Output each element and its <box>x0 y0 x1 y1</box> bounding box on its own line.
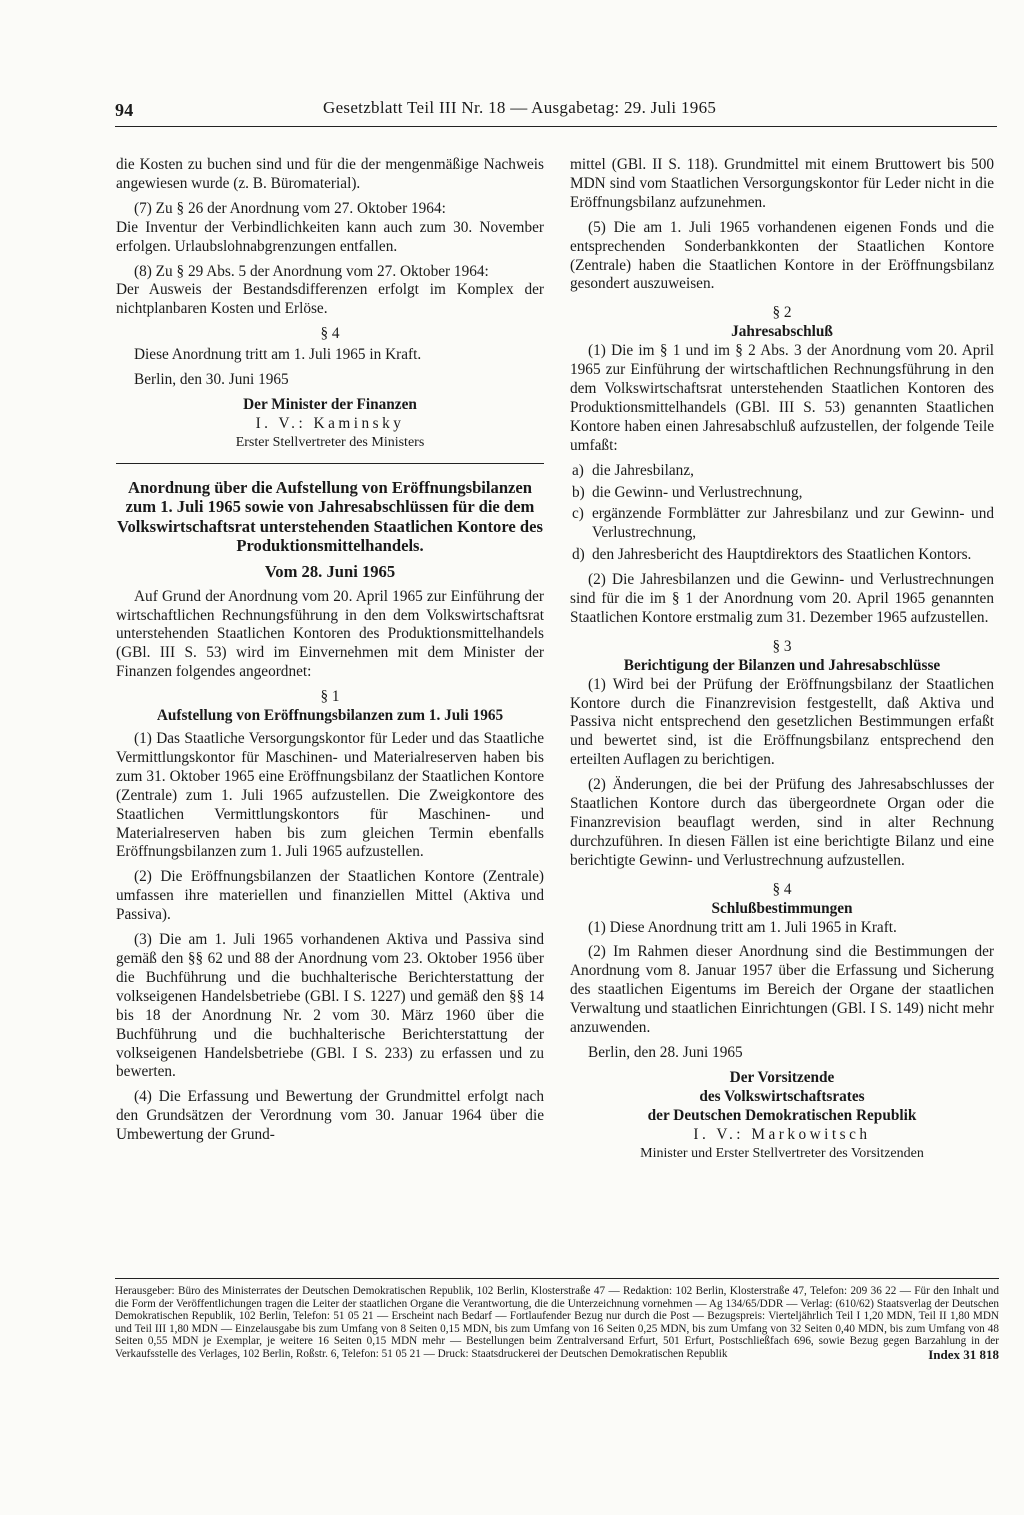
paragraph-heading: (8) Zu § 29 Abs. 5 der Anordnung vom 27. Oktober 1964: <box>134 262 489 280</box>
paragraph: (1) Die im § 1 und im § 2 Abs. 3 der Anordnung vom 20. April 1965 zur Einführung der wirtschaftlichen Rechnungsführung in den dem Volkswirtschaftsrat unterstehenden Staatlichen Kontoren des Produktionsmittelhandels (GBl. III S. 53) genannten Staatlichen Kontore haben einen Jahresabschluß aufzustellen, der folgende Teile umfaßt: <box>570 342 994 454</box>
jahresabschluss-parts-list <box>570 462 994 566</box>
signatory-role: Erster Stellvertreter des Ministers <box>235 434 425 450</box>
list-item <box>570 505 994 543</box>
list-item <box>570 484 994 503</box>
list-text: ergänzende Formblätter zur Jahresbilanz und zur Gewinn- und Verlustrechnung, <box>592 505 994 542</box>
paragraph: (4) Die Erfassung und Bewertung der Grundmittel erfolgt nach den Grundsätzen der Verordnung vom 30. Januar 1964 über die Umbewertung der Grund- <box>116 1088 544 1144</box>
footer-text: Herausgeber: Büro des Ministerrates der Deutschen Demokratischen Republik, 102 Berlin, Klosterstraße 47 — Redaktion: 102 Berlin, Klosterstraße 47, Telefon: 209 36 22 — Für den Inhalt und die Form der Veröffentlichungen tragen die Leiter der staatlichen Organe die Verantwortung, die die Unterzeichnung vornehmen — Ag 134/65/DDR — Verlag: (610/62) Staatsverlag der Deutschen Demokratischen Republik, 102 Berlin, Telefon: 51 05 21 — Erscheint nach Bedarf — Fortlaufender Bezug nur durch die Post — Bezugspreis: Vierteljährlich Teil I 1,20 MDN, Teil II 1,80 MDN und Teil III 1,80 MDN — Einzelausgabe bis zum Umfang von 8 Seiten 0,15 MDN, bis zum Umfang von 16 Seiten 0,25 MDN, bis zum Umfang von 32 Seiten 0,40 MDN, bis zum Umfang von 48 Seiten 0,55 MDN je Exemplar, je weitere 16 Seiten 0,15 MDN mehr — Bestellungen beim Zentralversand Erfurt, 501 Erfurt, Postschließfach 696, sowie Bezug gegen Barzahlung in der Verkaufsstelle des Verlages, 102 Berlin, Roßstr. 6, Telefon: 51 05 21 — Druck: Staatsdruckerei der Deutschen Demokratischen Republik <box>115 1285 999 1360</box>
document-title: Anordnung über die Aufstellung von Eröffnungsbilanzen zum 1. Juli 1965 sowie von Jahresabschlüssen für die dem Volkswirtschaftsrat unterstehenden Staatlichen Kontore des Produktionsmittelhandels. <box>117 477 543 556</box>
section-number: § 2 <box>772 304 792 322</box>
list-item <box>570 462 994 481</box>
section-number: § 3 <box>772 637 792 655</box>
list-marker: b) <box>572 483 585 501</box>
document-date: Vom 28. Juni 1965 <box>264 562 396 582</box>
gazette-title: Gesetzblatt Teil III Nr. 18 — Ausgabetag: 29. Juli 1965 <box>323 98 717 117</box>
paragraph: (2) Die Jahresbilanzen und die Gewinn- und Verlustrechnungen sind für die im § 1 der Anordnung vom 20. April 1965 genannten Staatlichen Kontore erstmalig zum 31. Dezember 1965 aufzustellen. <box>570 571 994 626</box>
signatory-name: I. V.: Kaminsky <box>255 414 405 432</box>
section-title: Schlußbestimmungen <box>711 899 853 917</box>
signatory-title: des Volkswirtschaftsrates <box>699 1087 865 1105</box>
page-number: 94 <box>115 100 134 120</box>
list-text: den Jahresbericht des Hauptdirektors des Staatlichen Kontors. <box>592 546 972 564</box>
list-item <box>570 546 994 565</box>
index-number: Index 31 818 <box>922 1349 999 1362</box>
paragraph: (1) Das Staatliche Versorgungskontor für Leder und das Staatliche Vermittlungskontor für Maschinen- und Materialreserven haben bis zum 31. Oktober 1965 eine Eröffnungsbilanz der Staatlichen Kontore (Zentrale) zum 1. Juli 1965 aufzustellen. Die Zweigkontore des Staatlichen Vermittlungskontors für Maschinen- und Materialreserven haben bis zum gleichen Termin ebenfalls Eröffnungsbilanzen zum 1. Juli 1965 aufzustellen. <box>116 730 544 861</box>
left-column <box>116 156 544 1151</box>
paragraph: Der Ausweis der Bestandsdifferenzen erfolgt im Komplex der nichtplanbaren Kosten und Erlöse. <box>116 281 544 318</box>
signatory-title: Der Minister der Finanzen <box>243 395 417 413</box>
paragraph: (1) Diese Anordnung tritt am 1. Juli 1965 in Kraft. <box>588 918 897 936</box>
section-title: Berichtigung der Bilanzen und Jahresabschlüsse <box>623 656 941 674</box>
paragraph: (2) Änderungen, die bei der Prüfung des Jahresabschlusses der Staatlichen Kontore durch das übergeordnete Organ oder die Finanzrevision beauflagt werden, sind in alter Rechnung durchzuführen. In diesen Fällen ist eine berichtigte Bilanz und eine berichtigte Gewinn- und Verlustrechnung aufzustellen. <box>570 776 994 869</box>
signatory-title: der Deutschen Demokratischen Republik <box>647 1106 917 1124</box>
page-header <box>115 96 997 127</box>
list-marker: c) <box>572 505 584 523</box>
signatory-name: I. V.: Markowitsch <box>693 1125 871 1143</box>
publisher-footer <box>115 1278 999 1361</box>
paragraph: (1) Wird bei der Prüfung der Eröffnungsbilanz der Staatlichen Kontore durch die Finanzrevision festgestellt, daß Aktiva und Passiva nicht entsprechend den gesetzlichen Bestimmungen erfaßt und bewertet sind, ist die Eröffnungsbilanz entsprechend den erteilten Auflagen zu berichtigen. <box>570 675 994 769</box>
paragraph: die Kosten zu buchen sind und für die der mengenmäßige Nachweis angewiesen wurde (z. B. Büromaterial). <box>116 156 544 192</box>
signatory-role: Minister und Erster Stellvertreter des Vorsitzenden <box>640 1145 924 1161</box>
list-text: die Jahresbilanz, <box>592 461 694 479</box>
section-divider <box>116 463 544 464</box>
right-column <box>570 156 994 1169</box>
paragraph: (2) Im Rahmen dieser Anordnung sind die Bestimmungen der Anordnung vom 8. Januar 1957 über die Erfassung und Sicherung des staatlichen Eigentums im Bereich der Organe der staatlichen Verwaltung und staatlichen Einrichtungen (GBl. I S. 149) nicht mehr anzuwenden. <box>570 943 994 1037</box>
preamble: Auf Grund der Anordnung vom 20. April 1965 zur Einführung der wirtschaftlichen Rechnungsführung in den dem Volkswirtschaftsrat unterstehenden Staatlichen Kontoren des Produktionsmittelhandels (GBl. III S. 53) wird im Einvernehmen mit dem Minister der Finanzen folgendes angeordnet: <box>116 587 544 681</box>
section-number: § 4 <box>320 325 340 343</box>
paragraph: (2) Die Eröffnungsbilanzen der Staatlichen Kontore (Zentrale) umfassen ihre materiellen und finanziellen Mittel (Aktiva und Passiva). <box>116 868 544 924</box>
section-title: Jahresabschluß <box>731 323 833 341</box>
place-date: Berlin, den 30. Juni 1965 <box>134 371 289 389</box>
paragraph: Diese Anordnung tritt am 1. Juli 1965 in Kraft. <box>134 346 422 364</box>
section-number: § 4 <box>772 880 792 898</box>
paragraph-heading: (7) Zu § 26 der Anordnung vom 27. Oktober 1964: <box>134 199 446 217</box>
section-title: Aufstellung von Eröffnungsbilanzen zum 1. Juli 1965 <box>156 707 504 725</box>
list-text: die Gewinn- und Verlustrechnung, <box>592 483 803 501</box>
list-marker: a) <box>572 461 584 479</box>
section-number: § 1 <box>320 688 340 706</box>
list-marker: d) <box>572 546 585 564</box>
signatory-title: Der Vorsitzende <box>729 1068 835 1086</box>
paragraph: (3) Die am 1. Juli 1965 vorhandenen Aktiva und Passiva sind gemäß den §§ 62 und 88 der Anordnung vom 23. Oktober 1956 über die Buchführung und die buchhalterische Berichterstattung der volkseigenen Handelsbetriebe (GBl. I S. 1227) und gemäß den §§ 14 bis 18 der Anordnung Nr. 2 vom 30. März 1960 über die Buchführung und die buchhalterische Berichterstattung der volkseigenen Handelsbetriebe (GBl. I S. 233) zu erfassen und zu bewerten. <box>116 931 544 1081</box>
paragraph: (5) Die am 1. Juli 1965 vorhandenen eigenen Fonds und die entsprechenden Sonderbankkonten der Staatlichen Kontore (Zentrale) haben die Staatlichen Kontore in der Eröffnungsbilanz gesondert auszuweisen. <box>570 218 994 293</box>
paragraph: Die Inventur der Verbindlichkeiten kann auch zum 30. November erfolgen. Urlaubslohnabgrenzungen entfallen. <box>116 218 544 255</box>
place-date: Berlin, den 28. Juni 1965 <box>588 1043 743 1061</box>
paragraph: mittel (GBl. II S. 118). Grundmittel mit einem Bruttowert bis 500 MDN sind vom Staatlichen Versorgungskontor für Leder nicht in die Eröffnungsbilanz aufzunehmen. <box>570 156 994 211</box>
